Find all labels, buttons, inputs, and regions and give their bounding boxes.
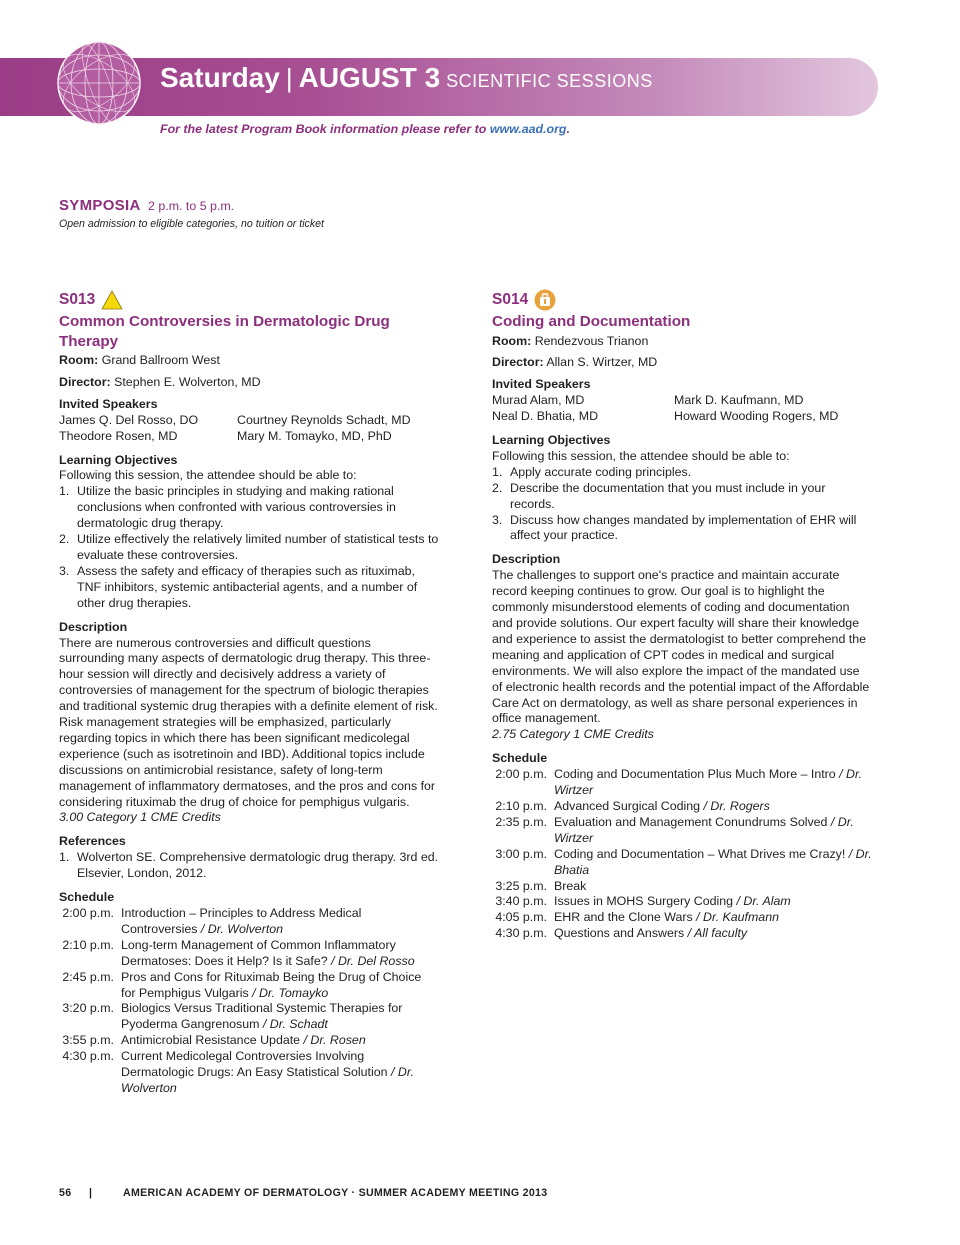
objectives-intro: Following this session, the attendee should be able to: [492, 448, 790, 463]
warning-triangle-icon [101, 290, 123, 310]
objectives-intro: Following this session, the attendee should be able to: [59, 468, 357, 483]
description-heading: Description [492, 552, 561, 567]
description-heading: Description [59, 619, 128, 634]
schedule-title: Long-term Management of Common Inflammatory Dermatoses: Does it Help? Is it Safe? [121, 937, 396, 968]
item-text: Discuss how changes mandated by implementation of EHR will affect your practice. [510, 512, 857, 543]
schedule-time: 2:00 p.m. [495, 767, 547, 782]
page-footer [59, 1186, 547, 1202]
room-field [492, 334, 872, 350]
schedule-heading: Schedule [59, 890, 115, 905]
speaker: Theodore Rosen, MD [59, 428, 178, 443]
item-number: 3. [59, 563, 70, 578]
schedule-time: 3:25 p.m. [495, 878, 547, 893]
speaker: James Q. Del Rosso, DO [59, 412, 199, 427]
schedule-row [492, 879, 872, 895]
director-value: Allan S. Wirtzer, MD [546, 355, 658, 370]
schedule-time: 4:30 p.m. [495, 926, 547, 941]
info-line [160, 122, 570, 138]
item-text: Apply accurate coding principles. [510, 464, 692, 479]
references-heading: References [59, 834, 126, 849]
session-code: S014 [492, 290, 529, 308]
schedule-row [492, 894, 872, 910]
schedule-row [492, 767, 872, 799]
schedule-title: Advanced Surgical Coding [554, 798, 701, 813]
director-field [59, 375, 439, 391]
schedule-speaker: / Dr. Alam [736, 894, 791, 909]
session-title: Coding and Documentation [492, 313, 691, 330]
schedule-title: Issues in MOHS Surgery Coding [554, 894, 734, 909]
schedule-speaker: / Dr. Rosen [303, 1033, 366, 1048]
schedule-heading: Schedule [492, 751, 548, 766]
schedule-time: 2:45 p.m. [62, 969, 114, 984]
speaker: Mary M. Tomayko, MD, PhD [237, 428, 392, 443]
schedule-time: 3:55 p.m. [62, 1033, 114, 1048]
item-number: 2. [59, 532, 70, 547]
speaker: Mark D. Kaufmann, MD [674, 393, 804, 408]
item-number: 1. [59, 484, 70, 499]
schedule-row [492, 926, 872, 942]
list-item [59, 564, 439, 612]
session-s014 [492, 287, 872, 942]
credits: 2.75 Category 1 CME Credits [492, 727, 654, 742]
symposia-note: Open admission to eligible categories, no tuition or ticket [59, 217, 324, 230]
header-section: SCIENTIFIC SESSIONS [446, 71, 653, 91]
briefcase-icon [534, 289, 556, 311]
list-item [492, 481, 872, 513]
schedule-row [59, 938, 439, 970]
list-item [59, 850, 439, 882]
item-number: 3. [492, 512, 503, 527]
session-title: Common Controversies in Dermatologic Drug Therapy [59, 313, 390, 350]
list-item [492, 465, 872, 481]
schedule-speaker: / Dr. Kaufmann [696, 910, 779, 925]
schedule-time: 2:35 p.m. [495, 814, 547, 829]
footer-separator: | [89, 1187, 93, 1199]
symposia-time: 2 p.m. to 5 p.m. [148, 199, 235, 213]
schedule-speaker: / Dr. Rogers [703, 798, 770, 813]
objectives-heading: Learning Objectives [59, 452, 178, 467]
item-text: Wolverton SE. Comprehensive dermatologic drug therapy. 3rd ed. Elsevier, London, 2012. [77, 850, 439, 881]
references-list [59, 850, 439, 882]
info-suffix: . [566, 122, 570, 136]
objectives-list [59, 484, 439, 611]
speakers-heading: Invited Speakers [59, 396, 158, 411]
schedule-speaker: / Dr. Schadt [262, 1017, 328, 1032]
schedule-row [492, 847, 872, 879]
schedule-speaker: / Dr. Wirtzer [554, 767, 863, 798]
credits: 3.00 Category 1 CME Credits [59, 810, 221, 825]
schedule-row [492, 815, 872, 847]
header-separator: | [285, 63, 293, 93]
schedule-time: 2:00 p.m. [62, 906, 114, 920]
room-label: Room: [59, 353, 99, 367]
website-link[interactable]: www.aad.org [489, 122, 567, 136]
item-text: Utilize the basic principles in studying and making rational conclusions when confronted with various controversies in dermatologic drug therapy. [77, 484, 396, 531]
schedule-time: 2:10 p.m. [62, 937, 114, 952]
director-value: Stephen E. Wolverton, MD [114, 374, 261, 389]
symposia-heading [59, 198, 324, 233]
director-label: Director: [492, 355, 544, 370]
room-label: Room: [492, 333, 532, 348]
schedule-title: Coding and Documentation Plus Much More – Intro [554, 767, 836, 782]
schedule-title: Pros and Cons for Rituximab Being the Drug of Choice for Pemphigus Vulgaris [121, 969, 422, 1000]
schedule-time: 3:20 p.m. [62, 1001, 114, 1016]
item-number: 2. [492, 480, 503, 495]
speakers-list [492, 393, 872, 425]
schedule-row [59, 1001, 439, 1033]
schedule-speaker: / Dr. Del Rosso [331, 953, 415, 968]
schedule-title: Introduction – Principles to Address Medical Controversies [121, 906, 362, 936]
objectives-list [492, 465, 872, 545]
schedule-speaker: / Dr. Wolverton [200, 921, 284, 936]
session-code: S013 [59, 290, 96, 308]
room-value: Rendezvous Trianon [534, 333, 649, 348]
schedule-title: Coding and Documentation – What Drives me Crazy! [554, 846, 846, 861]
schedule-time: 2:10 p.m. [495, 798, 547, 813]
room-value: Grand Ballroom West [101, 353, 220, 367]
speaker: Courtney Reynolds Schadt, MD [237, 412, 411, 427]
list-item [59, 484, 439, 532]
session-s013 [59, 287, 439, 1097]
room-field [59, 353, 439, 369]
director-label: Director: [59, 374, 111, 389]
schedule-title: Biologics Versus Traditional Systemic Therapies for Pyoderma Gangrenosum [121, 1001, 403, 1032]
list-item [492, 513, 872, 545]
speakers-heading: Invited Speakers [492, 377, 591, 392]
globe-logo-icon [56, 40, 142, 126]
speaker: Neal D. Bhatia, MD [492, 409, 599, 424]
speaker: Murad Alam, MD [492, 393, 585, 408]
schedule-title: Break [554, 878, 587, 893]
info-prefix: For the latest Program Book information please refer to [160, 122, 487, 136]
item-text: Describe the documentation that you must include in your records. [510, 480, 826, 511]
symposia-label: SYMPOSIA [59, 197, 141, 214]
schedule-time: 4:30 p.m. [62, 1049, 114, 1064]
footer-text: AMERICAN ACADEMY OF DERMATOLOGY · SUMMER ACADEMY MEETING 2013 [123, 1187, 548, 1199]
schedule-time: 3:00 p.m. [495, 846, 547, 861]
speaker: Howard Wooding Rogers, MD [674, 409, 839, 424]
schedule-title: Evaluation and Management Conundrums Solved [554, 814, 828, 829]
schedule-speaker: / Dr. Tomayko [252, 985, 329, 1000]
schedule-row [59, 970, 439, 1002]
schedule-list [492, 767, 872, 942]
item-text: Assess the safety and efficacy of therapies such as rituximab, TNF inhibitors, systemic antibacterial agents, and a number of other drug therapies. [77, 563, 418, 610]
item-number: 1. [59, 850, 70, 865]
schedule-speaker: / All faculty [687, 926, 748, 941]
description-text: There are numerous controversies and difficult questions surrounding many aspects of dermatologic drug therapy. This three-hour session will directly and decisively address a variety of controversies of management for the spectrum of biologic therapies and traditional systemic drug therapies with a definite element of risk. Risk management strategies will be emphasized, particularly regarding topics in which there has been significant medicolegal experience (such as isotretinoin and IBD). Additional topics include discussions on antimicrobial resistance, safety of long-term management of inflammatory dermatoses, and the pros and cons for considering rituximab the drug of choice for pemphigus vulgaris. [59, 635, 438, 809]
speakers-list [59, 413, 439, 445]
schedule-row [59, 1033, 439, 1049]
director-field [492, 355, 872, 371]
list-item [59, 532, 439, 564]
header-day: Saturday [160, 62, 280, 93]
schedule-time: 4:05 p.m. [495, 910, 547, 925]
schedule-time: 3:40 p.m. [495, 894, 547, 909]
schedule-title: Antimicrobial Resistance Update [121, 1033, 301, 1048]
schedule-title: Current Medicolegal Controversies Involving Dermatologic Drugs: An Easy Statistical Solution [121, 1049, 388, 1080]
schedule-list [59, 906, 439, 1097]
schedule-row [492, 910, 872, 926]
description-text: The challenges to support one's practice and maintain accurate record keeping continues to grow. Our goal is to highlight the commonly misunderstood elements of coding and documentation and provide solutions. Our expert faculty will share their knowledge and experience to assist the dermatologist to better comprehend the meaning and application of CPT codes in medical and surgical environments. We will also explore the impact of the mandated use of electronic health records and the potential impact of the Affordable Care Act on dermatology, as well as share personal experiences in office management. [492, 568, 870, 726]
item-number: 1. [492, 464, 503, 479]
item-text: Utilize effectively the relatively limited number of statistical tests to evaluate these controversies. [77, 532, 439, 562]
header-date: AUGUST 3 [298, 62, 441, 93]
schedule-speaker: / Dr. Wirtzer [554, 814, 854, 845]
schedule-row [492, 799, 872, 815]
page-number: 56 [59, 1187, 72, 1199]
page-title [160, 62, 653, 93]
schedule-speaker: / Dr. Bhatia [554, 846, 872, 877]
schedule-speaker: / Dr. Wolverton [121, 1065, 414, 1095]
objectives-heading: Learning Objectives [492, 433, 611, 448]
schedule-title: Questions and Answers [554, 926, 685, 941]
schedule-row [59, 1049, 439, 1097]
schedule-title: EHR and the Clone Wars [554, 910, 693, 925]
schedule-row [59, 906, 439, 938]
